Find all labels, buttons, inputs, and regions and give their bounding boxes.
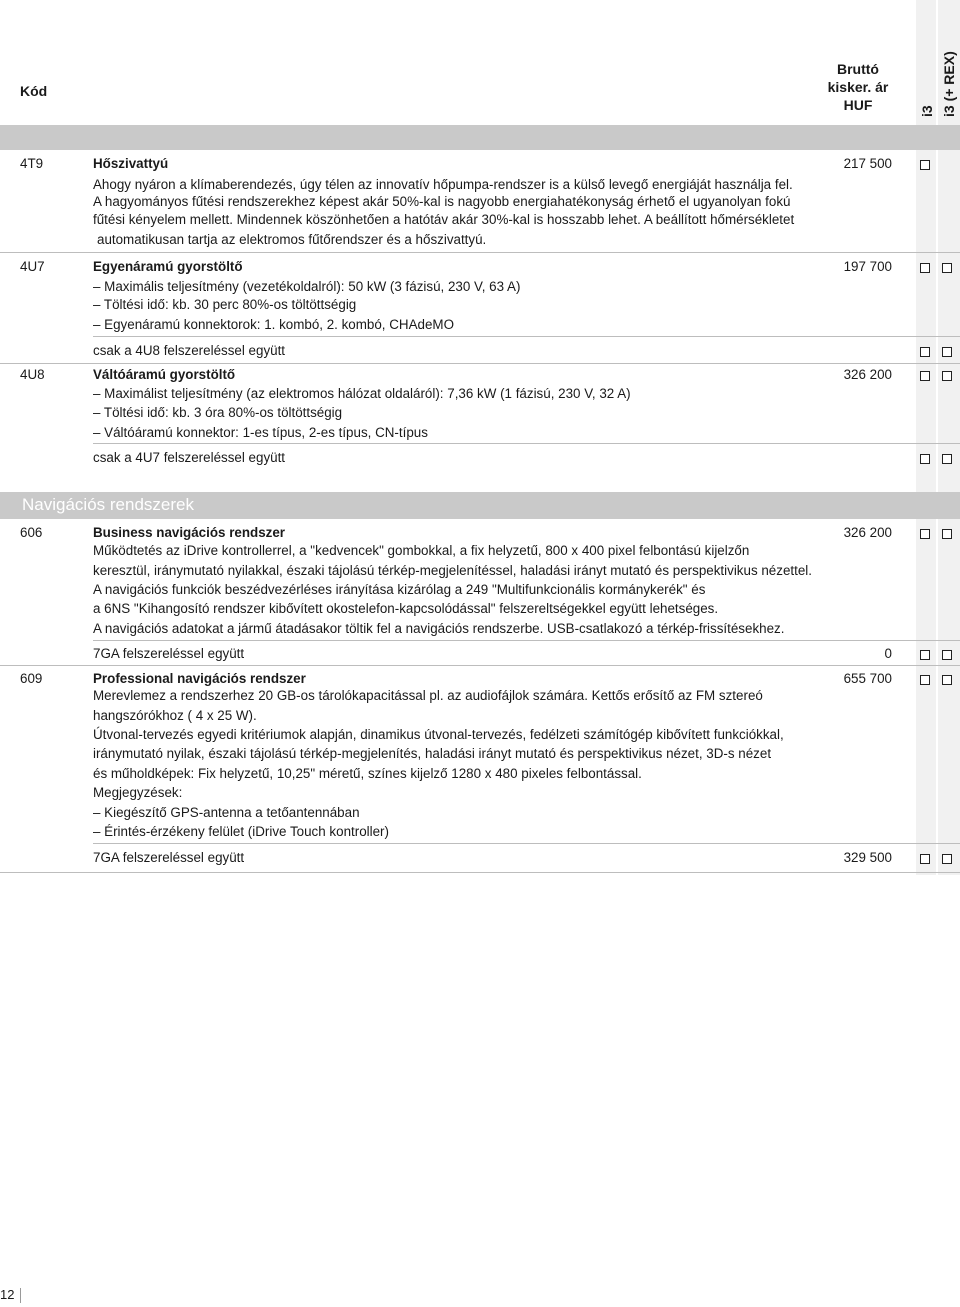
- footer-divider: [20, 1288, 21, 1303]
- text-4U7-3: – Egyenáramú konnektorok: 1. kombó, 2. kombó, CHAdeMO: [93, 317, 454, 332]
- combo-4U7: csak a 4U8 felszereléssel együtt: [93, 343, 286, 358]
- checkbox-606-combo-i3: [920, 650, 930, 660]
- text-4T9-2: A hagyományos fűtési rendszerekhez képest akár 50%-kal is nagyobb energiahatékonyság érhető el ugyanolyan fokú: [93, 194, 791, 209]
- text-4T9-3: fűtési kényelem mellett. Mindennek köszönhetően a hatótáv akár 30%-kal is hosszabb lehet. A beállított hőmérsékletet: [93, 212, 795, 227]
- header-price-line2: kisker. ár: [827, 79, 889, 95]
- section-heading-text: Navigációs rendszerek: [22, 495, 194, 514]
- text-4U7-2: – Töltési idő: kb. 30 perc 80%-os töltöttségig: [93, 297, 357, 312]
- title-4T9: Hőszivattyú: [93, 156, 169, 171]
- title-4U8: Váltóáramú gyorstöltő: [93, 367, 236, 382]
- text-606-5: A navigációs adatokat a jármű átadásakor töltik fel a navigációs rendszerbe. USB-csatlakozó a térkép-frissítésekhez.: [93, 621, 785, 636]
- combo-divider: [93, 336, 960, 337]
- code-4U7: 4U7: [20, 259, 45, 274]
- checkbox-609-i3rex: [942, 675, 952, 685]
- price-4U7: 197 700: [843, 259, 892, 274]
- text-609-2: hangszórókhoz ( 4 x 25 W).: [93, 708, 257, 723]
- price-4U8: 326 200: [843, 367, 892, 382]
- header-price-line3: HUF: [843, 97, 873, 113]
- code-4T9: 4T9: [20, 156, 44, 171]
- code-4U8: 4U8: [20, 367, 45, 382]
- checkbox-4U7-combo-i3: [920, 347, 930, 357]
- row-divider: [0, 872, 960, 873]
- title-606: Business navigációs rendszer: [93, 525, 286, 540]
- checkbox-4U7-combo-i3rex: [942, 347, 952, 357]
- text-606-1: Működtetés az iDrive kontrollerrel, a "kedvencek" gombokkal, a fix helyzetű, 800 x 400 pixel felbontású kijelzőn: [93, 543, 750, 558]
- text-606-4: a 6NS "Kihangosító rendszer kibővített okostelefon-kapcsolódással" felszereltségekkel együtt lehetséges.: [93, 601, 719, 616]
- text-609-4: iránymutató nyilak, északi tájolású térkép-megjelenítés, haladási irányt mutató és perspektivikus nézet, 3D-s nézet: [93, 746, 772, 761]
- title-4U7: Egyenáramú gyorstöltő: [93, 259, 243, 274]
- checkbox-606-combo-i3rex: [942, 650, 952, 660]
- text-4T9-1: Ahogy nyáron a klímaberendezés, úgy télen az innovatív hőpumpa-rendszer is a külső levegő energiáját használja fel.: [93, 177, 793, 192]
- header-kod: Kód: [20, 83, 48, 99]
- checkbox-4U8-combo-i3rex: [942, 454, 952, 464]
- combo-609: 7GA felszereléssel együtt: [93, 850, 245, 865]
- header-bar: [0, 125, 960, 150]
- price-606: 326 200: [843, 525, 892, 540]
- checkbox-609-combo-i3rex: [942, 854, 952, 864]
- checkbox-609-i3: [920, 675, 930, 685]
- header-price-line1: Bruttó: [837, 61, 879, 77]
- text-4T9-4: automatikusan tartja az elektromos fűtőrendszer és a hőszivattyú.: [97, 232, 487, 247]
- checkbox-4U7-i3rex: [942, 263, 952, 273]
- header-price: [818, 60, 898, 114]
- text-606-2: keresztül, iránymutató nyilakkal, északi tájolású térkép-megjelenítéssel, haladási irányt mutató és perspektivikus nézettel.: [93, 563, 812, 578]
- combo-606: 7GA felszereléssel együtt: [93, 646, 245, 661]
- text-606-3: A navigációs funkciók beszédvezérléses irányítása kizárólag a 249 "Multifunkcionális kormánykerék" és: [93, 582, 706, 597]
- checkbox-4U8-i3rex: [942, 371, 952, 381]
- checkbox-606-i3: [920, 529, 930, 539]
- combo-divider: [93, 443, 960, 444]
- row-divider: [0, 363, 960, 364]
- code-609: 609: [20, 671, 43, 686]
- text-609-6: Megjegyzések:: [93, 785, 183, 800]
- section-heading: [0, 492, 960, 519]
- page-number: 12: [0, 1287, 15, 1302]
- text-609-5: és műholdképek: Fix helyzetű, 10,25" méretű, színes kijelző 1280 x 480 pixeles felbontással.: [93, 766, 642, 781]
- checkbox-4U8-i3: [920, 371, 930, 381]
- combo-divider: [93, 640, 960, 641]
- text-4U8-1: – Maximálist teljesítmény (az elektromos hálózat oldaláról): 7,36 kW (1 fázisú, 230 V, 32 A): [93, 386, 631, 401]
- combo-price-609: 329 500: [843, 850, 892, 865]
- text-609-8: – Érintés-érzékeny felület (iDrive Touch kontroller): [93, 824, 389, 839]
- title-609: Professional navigációs rendszer: [93, 671, 306, 686]
- price-4T9: 217 500: [843, 156, 892, 171]
- text-609-7: – Kiegészítő GPS-antenna a tetőantennában: [93, 805, 360, 820]
- price-609: 655 700: [843, 671, 892, 686]
- code-606: 606: [20, 525, 43, 540]
- checkbox-4U7-i3: [920, 263, 930, 273]
- text-609-3: Útvonal-tervezés egyedi kritériumok alapján, dinamikus útvonal-tervezés, fedélzeti számítógép kibővített funkciókkal,: [93, 727, 784, 742]
- checkbox-609-combo-i3: [920, 854, 930, 864]
- row-divider: [0, 665, 960, 666]
- header-i3-rex: i3 (+ REX): [941, 51, 957, 117]
- combo-4U8: csak a 4U7 felszereléssel együtt: [93, 450, 286, 465]
- text-609-1: Merevlemez a rendszerhez 20 GB-os tárolókapacitással pl. az audiofájlok számára. Kettős erősítő az FM sztereó: [93, 688, 763, 703]
- text-4U8-3: – Váltóáramú konnektor: 1-es típus, 2-es típus, CN-típus: [93, 425, 428, 440]
- checkbox-4U8-combo-i3: [920, 454, 930, 464]
- header-i3: i3: [919, 105, 935, 117]
- combo-price-606: 0: [884, 646, 892, 661]
- checkbox-606-i3rex: [942, 529, 952, 539]
- row-divider: [0, 252, 960, 253]
- text-4U7-1: – Maximális teljesítmény (vezetékoldalról): 50 kW (3 fázisú, 230 V, 63 A): [93, 279, 521, 294]
- combo-divider: [93, 843, 960, 844]
- checkbox-4T9-i3: [920, 160, 930, 170]
- text-4U8-2: – Töltési idő: kb. 3 óra 80%-os töltöttségig: [93, 405, 343, 420]
